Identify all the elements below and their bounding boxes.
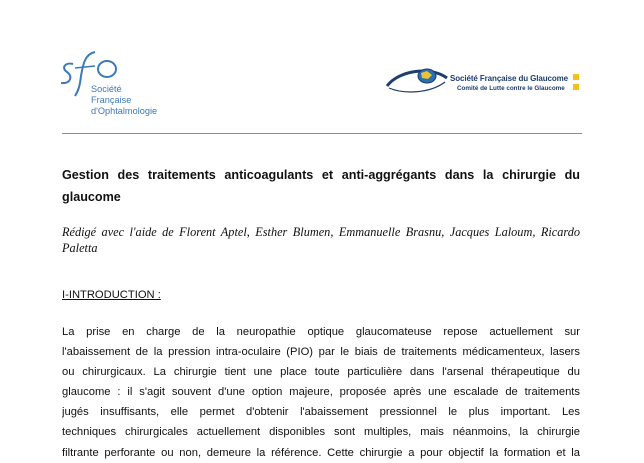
header-divider	[62, 133, 582, 134]
paragraph-line: ou chirurgicaux. La chirurgie tient une place toute particulière dans l'arsenal thérapeutique du	[62, 366, 580, 379]
sfo-line: d'Ophtalmologie	[91, 106, 158, 116]
paragraph-line: jugés insuffisants, elle permet d'obtenir l'abaissement pressionnel le plus important. Les	[62, 406, 580, 419]
sfg-logo	[385, 64, 600, 100]
sfo-line: Française	[91, 95, 132, 105]
sfo-logo	[55, 50, 175, 122]
sfg-title: Société Française du Glaucome	[450, 74, 569, 83]
paragraph-line: techniques chirurgicales actuellement disponibles sont multiples, mais néanmoins, la chirurgie	[62, 426, 580, 439]
introduction-paragraph	[62, 322, 580, 463]
paragraph-line: La prise en charge de la neuropathie optique glaucomateuse repose actuellement sur	[62, 326, 580, 338]
sfo-line: Société	[91, 84, 122, 94]
eye-globe-icon	[385, 64, 449, 100]
sfg-accent-square	[573, 84, 579, 90]
paragraph-line: filtrante perforante ou non, demeure la référence. Cette chirurgie a pour objectif la formation et la	[62, 446, 580, 459]
paragraph-line: glaucome : il s'agit souvent d'une option majeure, proposée après une escalade de traitements	[62, 386, 580, 399]
document-title: Gestion des traitements anticoagulants et anti-aggrégants dans la chirurgie du glaucome	[62, 168, 580, 204]
sfo-name	[91, 84, 157, 117]
sfg-subtitle: Comité de Lutte contre le Glaucome	[457, 85, 565, 92]
sfg-accent-square	[573, 74, 579, 80]
paragraph-line: l'abaissement de la pression intra-oculaire (PIO) par le biais de traitements médicamenteux, lasers	[62, 346, 580, 359]
authors-line: Rédigé avec l'aide de Florent Aptel, Esther Blumen, Emmanuelle Brasnu, Jacques Laloum, Ricardo Paletta	[62, 225, 580, 255]
section-heading: I-INTRODUCTION :	[62, 289, 161, 301]
